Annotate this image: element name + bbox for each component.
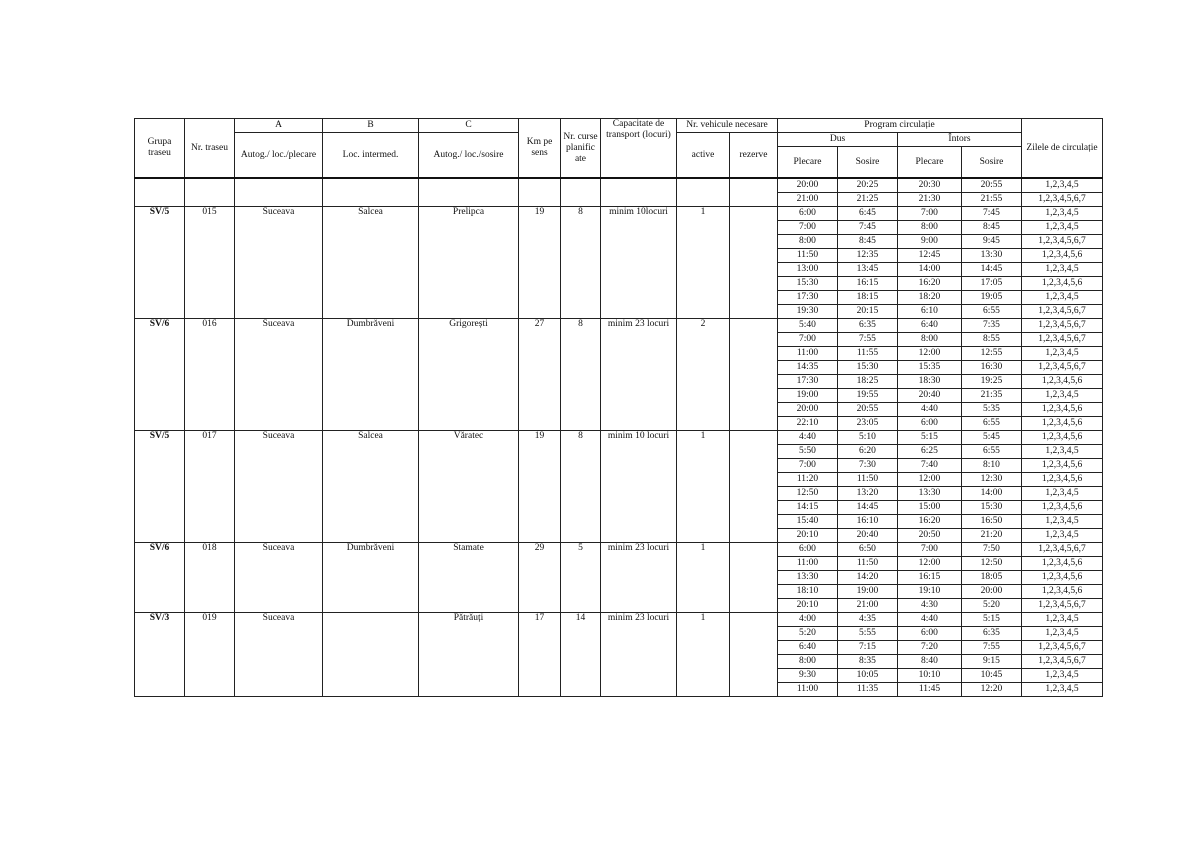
route-nr-curse: 5	[561, 543, 601, 613]
trip-intors-sosire: 6:55	[962, 305, 1022, 319]
trip-intors-plecare: 8:00	[898, 221, 962, 235]
schedule-table	[134, 118, 1103, 697]
trip-zilele: 1,2,3,4,5	[1022, 669, 1103, 683]
trip-zilele: 1,2,3,4,5,6,7	[1022, 319, 1103, 333]
trip-intors-sosire: 14:00	[962, 487, 1022, 501]
table-row	[135, 319, 1103, 333]
trip-zilele: 1,2,3,4,5,6	[1022, 473, 1103, 487]
trip-intors-sosire: 15:30	[962, 501, 1022, 515]
trip-dus-sosire: 5:10	[838, 431, 898, 445]
route-km: 17	[519, 613, 561, 697]
trip-dus-plecare: 17:30	[778, 375, 838, 389]
trip-dus-sosire: 14:20	[838, 571, 898, 585]
trip-dus-plecare: 11:20	[778, 473, 838, 487]
route-autog-sosire: Prelipca	[419, 207, 519, 319]
table-row	[135, 431, 1103, 445]
route-loc-intermed: Dumbrăveni	[323, 543, 419, 613]
trip-zilele: 1,2,3,4,5	[1022, 291, 1103, 305]
trip-intors-sosire: 21:35	[962, 389, 1022, 403]
route-nr: 016	[185, 319, 235, 431]
trip-intors-plecare: 20:40	[898, 389, 962, 403]
trip-dus-plecare: 14:35	[778, 361, 838, 375]
trip-dus-plecare: 20:10	[778, 529, 838, 543]
table-row	[135, 178, 1103, 193]
header-nr-curse: Nr. curse planific ate	[561, 119, 601, 179]
header-intors-plecare: Plecare	[898, 147, 962, 179]
trip-intors-sosire: 17:05	[962, 277, 1022, 291]
trip-intors-plecare: 16:20	[898, 515, 962, 529]
header-active: active	[677, 133, 730, 179]
trip-intors-plecare: 16:20	[898, 277, 962, 291]
header-intors-sosire: Sosire	[962, 147, 1022, 179]
trip-dus-sosire: 4:35	[838, 613, 898, 627]
header-autog-plecare: Autog./ loc./plecare	[235, 133, 323, 179]
route-loc-intermed	[323, 178, 419, 207]
trip-intors-plecare: 7:00	[898, 207, 962, 221]
trip-intors-sosire: 20:55	[962, 178, 1022, 193]
route-active: 2	[677, 319, 730, 431]
trip-intors-sosire: 20:00	[962, 585, 1022, 599]
trip-intors-plecare: 20:30	[898, 178, 962, 193]
trip-intors-sosire: 16:30	[962, 361, 1022, 375]
trip-zilele: 1,2,3,4,5,6	[1022, 501, 1103, 515]
trip-zilele: 1,2,3,4,5,6,7	[1022, 305, 1103, 319]
route-autog-sosire: Grigorești	[419, 319, 519, 431]
header-capacitate: Capacitate de transport (locuri)	[601, 119, 677, 179]
trip-dus-sosire: 11:55	[838, 347, 898, 361]
trip-dus-sosire: 10:05	[838, 669, 898, 683]
trip-dus-plecare: 7:00	[778, 221, 838, 235]
trip-intors-plecare: 6:00	[898, 417, 962, 431]
trip-zilele: 1,2,3,4,5	[1022, 487, 1103, 501]
route-capacitate: minim 10 locuri	[601, 431, 677, 543]
trip-zilele: 1,2,3,4,5,6	[1022, 375, 1103, 389]
trip-intors-sosire: 7:35	[962, 319, 1022, 333]
route-autog-plecare: Suceava	[235, 207, 323, 319]
trip-intors-sosire: 5:35	[962, 403, 1022, 417]
trip-dus-sosire: 20:25	[838, 178, 898, 193]
trip-intors-plecare: 8:40	[898, 655, 962, 669]
table-body	[135, 178, 1103, 697]
route-active: 1	[677, 543, 730, 613]
trip-dus-sosire: 13:45	[838, 263, 898, 277]
header-rezerve: rezerve	[730, 133, 778, 179]
route-rezerve	[730, 431, 778, 543]
route-km	[519, 178, 561, 207]
trip-intors-sosire: 5:45	[962, 431, 1022, 445]
trip-zilele: 1,2,3,4,5	[1022, 683, 1103, 697]
trip-zilele: 1,2,3,4,5,6	[1022, 431, 1103, 445]
route-capacitate	[601, 178, 677, 207]
trip-intors-sosire: 5:15	[962, 613, 1022, 627]
trip-dus-sosire: 7:15	[838, 641, 898, 655]
trip-dus-sosire: 7:55	[838, 333, 898, 347]
trip-zilele: 1,2,3,4,5	[1022, 347, 1103, 361]
trip-intors-sosire: 7:55	[962, 641, 1022, 655]
trip-intors-sosire: 8:45	[962, 221, 1022, 235]
trip-intors-sosire: 9:15	[962, 655, 1022, 669]
trip-dus-plecare: 15:30	[778, 277, 838, 291]
header-km-pe-sens: Km pe sens	[519, 119, 561, 179]
trip-intors-sosire: 13:30	[962, 249, 1022, 263]
trip-zilele: 1,2,3,4,5	[1022, 515, 1103, 529]
trip-intors-sosire: 12:30	[962, 473, 1022, 487]
table-header	[135, 119, 1103, 179]
route-active: 1	[677, 207, 730, 319]
trip-zilele: 1,2,3,4,5	[1022, 221, 1103, 235]
trip-dus-plecare: 5:40	[778, 319, 838, 333]
route-autog-plecare: Suceava	[235, 319, 323, 431]
trip-intors-plecare: 7:20	[898, 641, 962, 655]
trip-intors-sosire: 8:10	[962, 459, 1022, 473]
route-loc-intermed	[323, 613, 419, 697]
trip-dus-sosire: 20:55	[838, 403, 898, 417]
trip-zilele: 1,2,3,4,5	[1022, 389, 1103, 403]
route-rezerve	[730, 613, 778, 697]
route-active	[677, 178, 730, 207]
table-row	[135, 207, 1103, 221]
trip-dus-sosire: 19:55	[838, 389, 898, 403]
route-capacitate: minim 23 locuri	[601, 319, 677, 431]
trip-dus-sosire: 20:15	[838, 305, 898, 319]
trip-dus-plecare: 12:50	[778, 487, 838, 501]
trip-zilele: 1,2,3,4,5,6,7	[1022, 235, 1103, 249]
trip-dus-sosire: 8:35	[838, 655, 898, 669]
trip-dus-plecare: 13:00	[778, 263, 838, 277]
trip-dus-plecare: 19:00	[778, 389, 838, 403]
trip-zilele: 1,2,3,4,5	[1022, 445, 1103, 459]
trip-intors-sosire: 14:45	[962, 263, 1022, 277]
trip-zilele: 1,2,3,4,5	[1022, 627, 1103, 641]
trip-zilele: 1,2,3,4,5,6,7	[1022, 599, 1103, 613]
route-nr-curse: 8	[561, 319, 601, 431]
trip-zilele: 1,2,3,4,5	[1022, 178, 1103, 193]
trip-dus-plecare: 21:00	[778, 193, 838, 207]
header-col-a: A	[235, 119, 323, 133]
route-nr-curse: 14	[561, 613, 601, 697]
trip-intors-plecare: 7:00	[898, 543, 962, 557]
trip-dus-sosire: 6:35	[838, 319, 898, 333]
trip-zilele: 1,2,3,4,5,6	[1022, 417, 1103, 431]
trip-dus-sosire: 18:25	[838, 375, 898, 389]
route-autog-plecare: Suceava	[235, 613, 323, 697]
schedule-sheet	[134, 118, 1102, 697]
trip-dus-sosire: 6:50	[838, 543, 898, 557]
route-grupa	[135, 178, 185, 207]
route-nr: 017	[185, 431, 235, 543]
route-rezerve	[730, 178, 778, 207]
trip-intors-plecare: 4:40	[898, 613, 962, 627]
trip-intors-plecare: 16:15	[898, 571, 962, 585]
trip-dus-sosire: 21:25	[838, 193, 898, 207]
trip-dus-sosire: 12:35	[838, 249, 898, 263]
table-row	[135, 613, 1103, 627]
route-rezerve	[730, 543, 778, 613]
trip-dus-plecare: 19:30	[778, 305, 838, 319]
trip-intors-plecare: 13:30	[898, 487, 962, 501]
route-nr: 019	[185, 613, 235, 697]
header-grupa-traseu: Grupa traseu	[135, 119, 185, 179]
trip-intors-sosire: 21:55	[962, 193, 1022, 207]
route-grupa: SV/6	[135, 319, 185, 431]
trip-dus-plecare: 17:30	[778, 291, 838, 305]
route-autog-plecare: Suceava	[235, 543, 323, 613]
header-nr-vehicule: Nr. vehicule necesare	[677, 119, 778, 133]
trip-intors-plecare: 4:30	[898, 599, 962, 613]
route-autog-sosire: Pătrăuți	[419, 613, 519, 697]
trip-intors-sosire: 8:55	[962, 333, 1022, 347]
trip-intors-plecare: 12:45	[898, 249, 962, 263]
trip-intors-plecare: 21:30	[898, 193, 962, 207]
trip-intors-sosire: 9:45	[962, 235, 1022, 249]
trip-zilele: 1,2,3,4,5,6	[1022, 585, 1103, 599]
trip-zilele: 1,2,3,4,5,6,7	[1022, 333, 1103, 347]
trip-intors-sosire: 12:50	[962, 557, 1022, 571]
trip-dus-plecare: 11:00	[778, 683, 838, 697]
trip-dus-sosire: 11:50	[838, 557, 898, 571]
header-program: Program circulație	[778, 119, 1022, 133]
trip-zilele: 1,2,3,4,5	[1022, 207, 1103, 221]
trip-intors-sosire: 6:35	[962, 627, 1022, 641]
trip-dus-plecare: 13:30	[778, 571, 838, 585]
trip-intors-plecare: 11:45	[898, 683, 962, 697]
trip-dus-plecare: 20:00	[778, 403, 838, 417]
header-autog-sosire: Autog./ loc./sosire	[419, 133, 519, 179]
trip-dus-sosire: 8:45	[838, 235, 898, 249]
trip-dus-plecare: 11:00	[778, 557, 838, 571]
trip-dus-sosire: 16:10	[838, 515, 898, 529]
route-nr-curse: 8	[561, 207, 601, 319]
trip-dus-sosire: 15:30	[838, 361, 898, 375]
trip-intors-plecare: 20:50	[898, 529, 962, 543]
trip-intors-plecare: 8:00	[898, 333, 962, 347]
trip-dus-plecare: 14:15	[778, 501, 838, 515]
route-capacitate: minim 10locuri	[601, 207, 677, 319]
route-nr: 015	[185, 207, 235, 319]
trip-dus-sosire: 13:20	[838, 487, 898, 501]
trip-zilele: 1,2,3,4,5	[1022, 613, 1103, 627]
route-km: 27	[519, 319, 561, 431]
route-nr	[185, 178, 235, 207]
trip-intors-sosire: 7:50	[962, 543, 1022, 557]
trip-intors-plecare: 19:10	[898, 585, 962, 599]
trip-intors-plecare: 6:00	[898, 627, 962, 641]
header-nr-traseu: Nr. traseu	[185, 119, 235, 179]
trip-intors-sosire: 5:20	[962, 599, 1022, 613]
trip-zilele: 1,2,3,4,5,6	[1022, 403, 1103, 417]
route-km: 19	[519, 431, 561, 543]
trip-dus-sosire: 7:45	[838, 221, 898, 235]
trip-intors-sosire: 12:20	[962, 683, 1022, 697]
trip-dus-plecare: 9:30	[778, 669, 838, 683]
trip-intors-plecare: 12:00	[898, 473, 962, 487]
header-zilele: Zilele de circulație	[1022, 119, 1103, 179]
trip-intors-sosire: 18:05	[962, 571, 1022, 585]
trip-intors-sosire: 10:45	[962, 669, 1022, 683]
trip-dus-sosire: 19:00	[838, 585, 898, 599]
route-autog-plecare	[235, 178, 323, 207]
trip-intors-sosire: 21:20	[962, 529, 1022, 543]
trip-intors-plecare: 5:15	[898, 431, 962, 445]
trip-intors-plecare: 6:10	[898, 305, 962, 319]
trip-dus-plecare: 6:00	[778, 543, 838, 557]
trip-intors-sosire: 7:45	[962, 207, 1022, 221]
trip-intors-plecare: 15:00	[898, 501, 962, 515]
trip-zilele: 1,2,3,4,5,6,7	[1022, 193, 1103, 207]
route-nr: 018	[185, 543, 235, 613]
route-active: 1	[677, 431, 730, 543]
trip-dus-plecare: 4:00	[778, 613, 838, 627]
trip-dus-sosire: 11:35	[838, 683, 898, 697]
trip-dus-plecare: 7:00	[778, 459, 838, 473]
table-row	[135, 543, 1103, 557]
trip-dus-plecare: 22:10	[778, 417, 838, 431]
trip-dus-sosire: 11:50	[838, 473, 898, 487]
trip-zilele: 1,2,3,4,5,6,7	[1022, 641, 1103, 655]
header-dus-sosire: Sosire	[838, 147, 898, 179]
route-km: 29	[519, 543, 561, 613]
route-grupa: SV/3	[135, 613, 185, 697]
route-active: 1	[677, 613, 730, 697]
route-autog-sosire	[419, 178, 519, 207]
trip-dus-plecare: 5:20	[778, 627, 838, 641]
trip-dus-sosire: 14:45	[838, 501, 898, 515]
trip-intors-sosire: 6:55	[962, 445, 1022, 459]
trip-dus-sosire: 20:40	[838, 529, 898, 543]
trip-dus-plecare: 18:10	[778, 585, 838, 599]
trip-dus-sosire: 5:55	[838, 627, 898, 641]
trip-dus-plecare: 20:00	[778, 178, 838, 193]
trip-intors-plecare: 15:35	[898, 361, 962, 375]
route-loc-intermed: Salcea	[323, 207, 419, 319]
trip-dus-plecare: 8:00	[778, 235, 838, 249]
route-grupa: SV/5	[135, 431, 185, 543]
trip-dus-plecare: 6:00	[778, 207, 838, 221]
trip-intors-plecare: 10:10	[898, 669, 962, 683]
trip-zilele: 1,2,3,4,5	[1022, 263, 1103, 277]
trip-dus-plecare: 6:40	[778, 641, 838, 655]
trip-intors-sosire: 16:50	[962, 515, 1022, 529]
trip-zilele: 1,2,3,4,5	[1022, 529, 1103, 543]
trip-intors-plecare: 18:20	[898, 291, 962, 305]
trip-dus-plecare: 11:00	[778, 347, 838, 361]
trip-intors-sosire: 12:55	[962, 347, 1022, 361]
route-grupa: SV/6	[135, 543, 185, 613]
trip-dus-sosire: 6:45	[838, 207, 898, 221]
trip-intors-sosire: 6:55	[962, 417, 1022, 431]
trip-intors-plecare: 6:40	[898, 319, 962, 333]
trip-zilele: 1,2,3,4,5,6,7	[1022, 655, 1103, 669]
trip-dus-sosire: 21:00	[838, 599, 898, 613]
route-capacitate: minim 23 locuri	[601, 613, 677, 697]
trip-zilele: 1,2,3,4,5,6	[1022, 557, 1103, 571]
route-loc-intermed: Salcea	[323, 431, 419, 543]
trip-zilele: 1,2,3,4,5,6	[1022, 571, 1103, 585]
route-nr-curse: 8	[561, 431, 601, 543]
trip-dus-sosire: 18:15	[838, 291, 898, 305]
trip-dus-sosire: 16:15	[838, 277, 898, 291]
route-km: 19	[519, 207, 561, 319]
trip-dus-plecare: 7:00	[778, 333, 838, 347]
route-rezerve	[730, 319, 778, 431]
header-loc-intermed: Loc. intermed.	[323, 133, 419, 179]
route-autog-sosire: Stamate	[419, 543, 519, 613]
trip-dus-plecare: 8:00	[778, 655, 838, 669]
trip-intors-plecare: 14:00	[898, 263, 962, 277]
trip-dus-plecare: 20:10	[778, 599, 838, 613]
trip-dus-plecare: 11:50	[778, 249, 838, 263]
trip-intors-plecare: 9:00	[898, 235, 962, 249]
trip-zilele: 1,2,3,4,5,6	[1022, 277, 1103, 291]
trip-dus-sosire: 23:05	[838, 417, 898, 431]
trip-intors-plecare: 12:00	[898, 557, 962, 571]
trip-intors-sosire: 19:05	[962, 291, 1022, 305]
route-nr-curse	[561, 178, 601, 207]
trip-dus-plecare: 15:40	[778, 515, 838, 529]
trip-intors-plecare: 7:40	[898, 459, 962, 473]
header-col-b: B	[323, 119, 419, 133]
route-rezerve	[730, 207, 778, 319]
header-dus-plecare: Plecare	[778, 147, 838, 179]
trip-dus-plecare: 4:40	[778, 431, 838, 445]
trip-dus-plecare: 5:50	[778, 445, 838, 459]
trip-intors-plecare: 18:30	[898, 375, 962, 389]
trip-intors-plecare: 4:40	[898, 403, 962, 417]
trip-intors-plecare: 6:25	[898, 445, 962, 459]
trip-intors-sosire: 19:25	[962, 375, 1022, 389]
header-dus: Dus	[778, 133, 898, 147]
route-loc-intermed: Dumbrăveni	[323, 319, 419, 431]
route-capacitate: minim 23 locuri	[601, 543, 677, 613]
trip-zilele: 1,2,3,4,5,6	[1022, 249, 1103, 263]
trip-intors-plecare: 12:00	[898, 347, 962, 361]
trip-dus-sosire: 6:20	[838, 445, 898, 459]
route-grupa: SV/5	[135, 207, 185, 319]
header-intors: Întors	[898, 133, 1022, 147]
trip-dus-sosire: 7:30	[838, 459, 898, 473]
route-autog-sosire: Văratec	[419, 431, 519, 543]
trip-zilele: 1,2,3,4,5,6,7	[1022, 361, 1103, 375]
route-autog-plecare: Suceava	[235, 431, 323, 543]
header-col-c: C	[419, 119, 519, 133]
trip-zilele: 1,2,3,4,5,6,7	[1022, 543, 1103, 557]
trip-zilele: 1,2,3,4,5,6	[1022, 459, 1103, 473]
